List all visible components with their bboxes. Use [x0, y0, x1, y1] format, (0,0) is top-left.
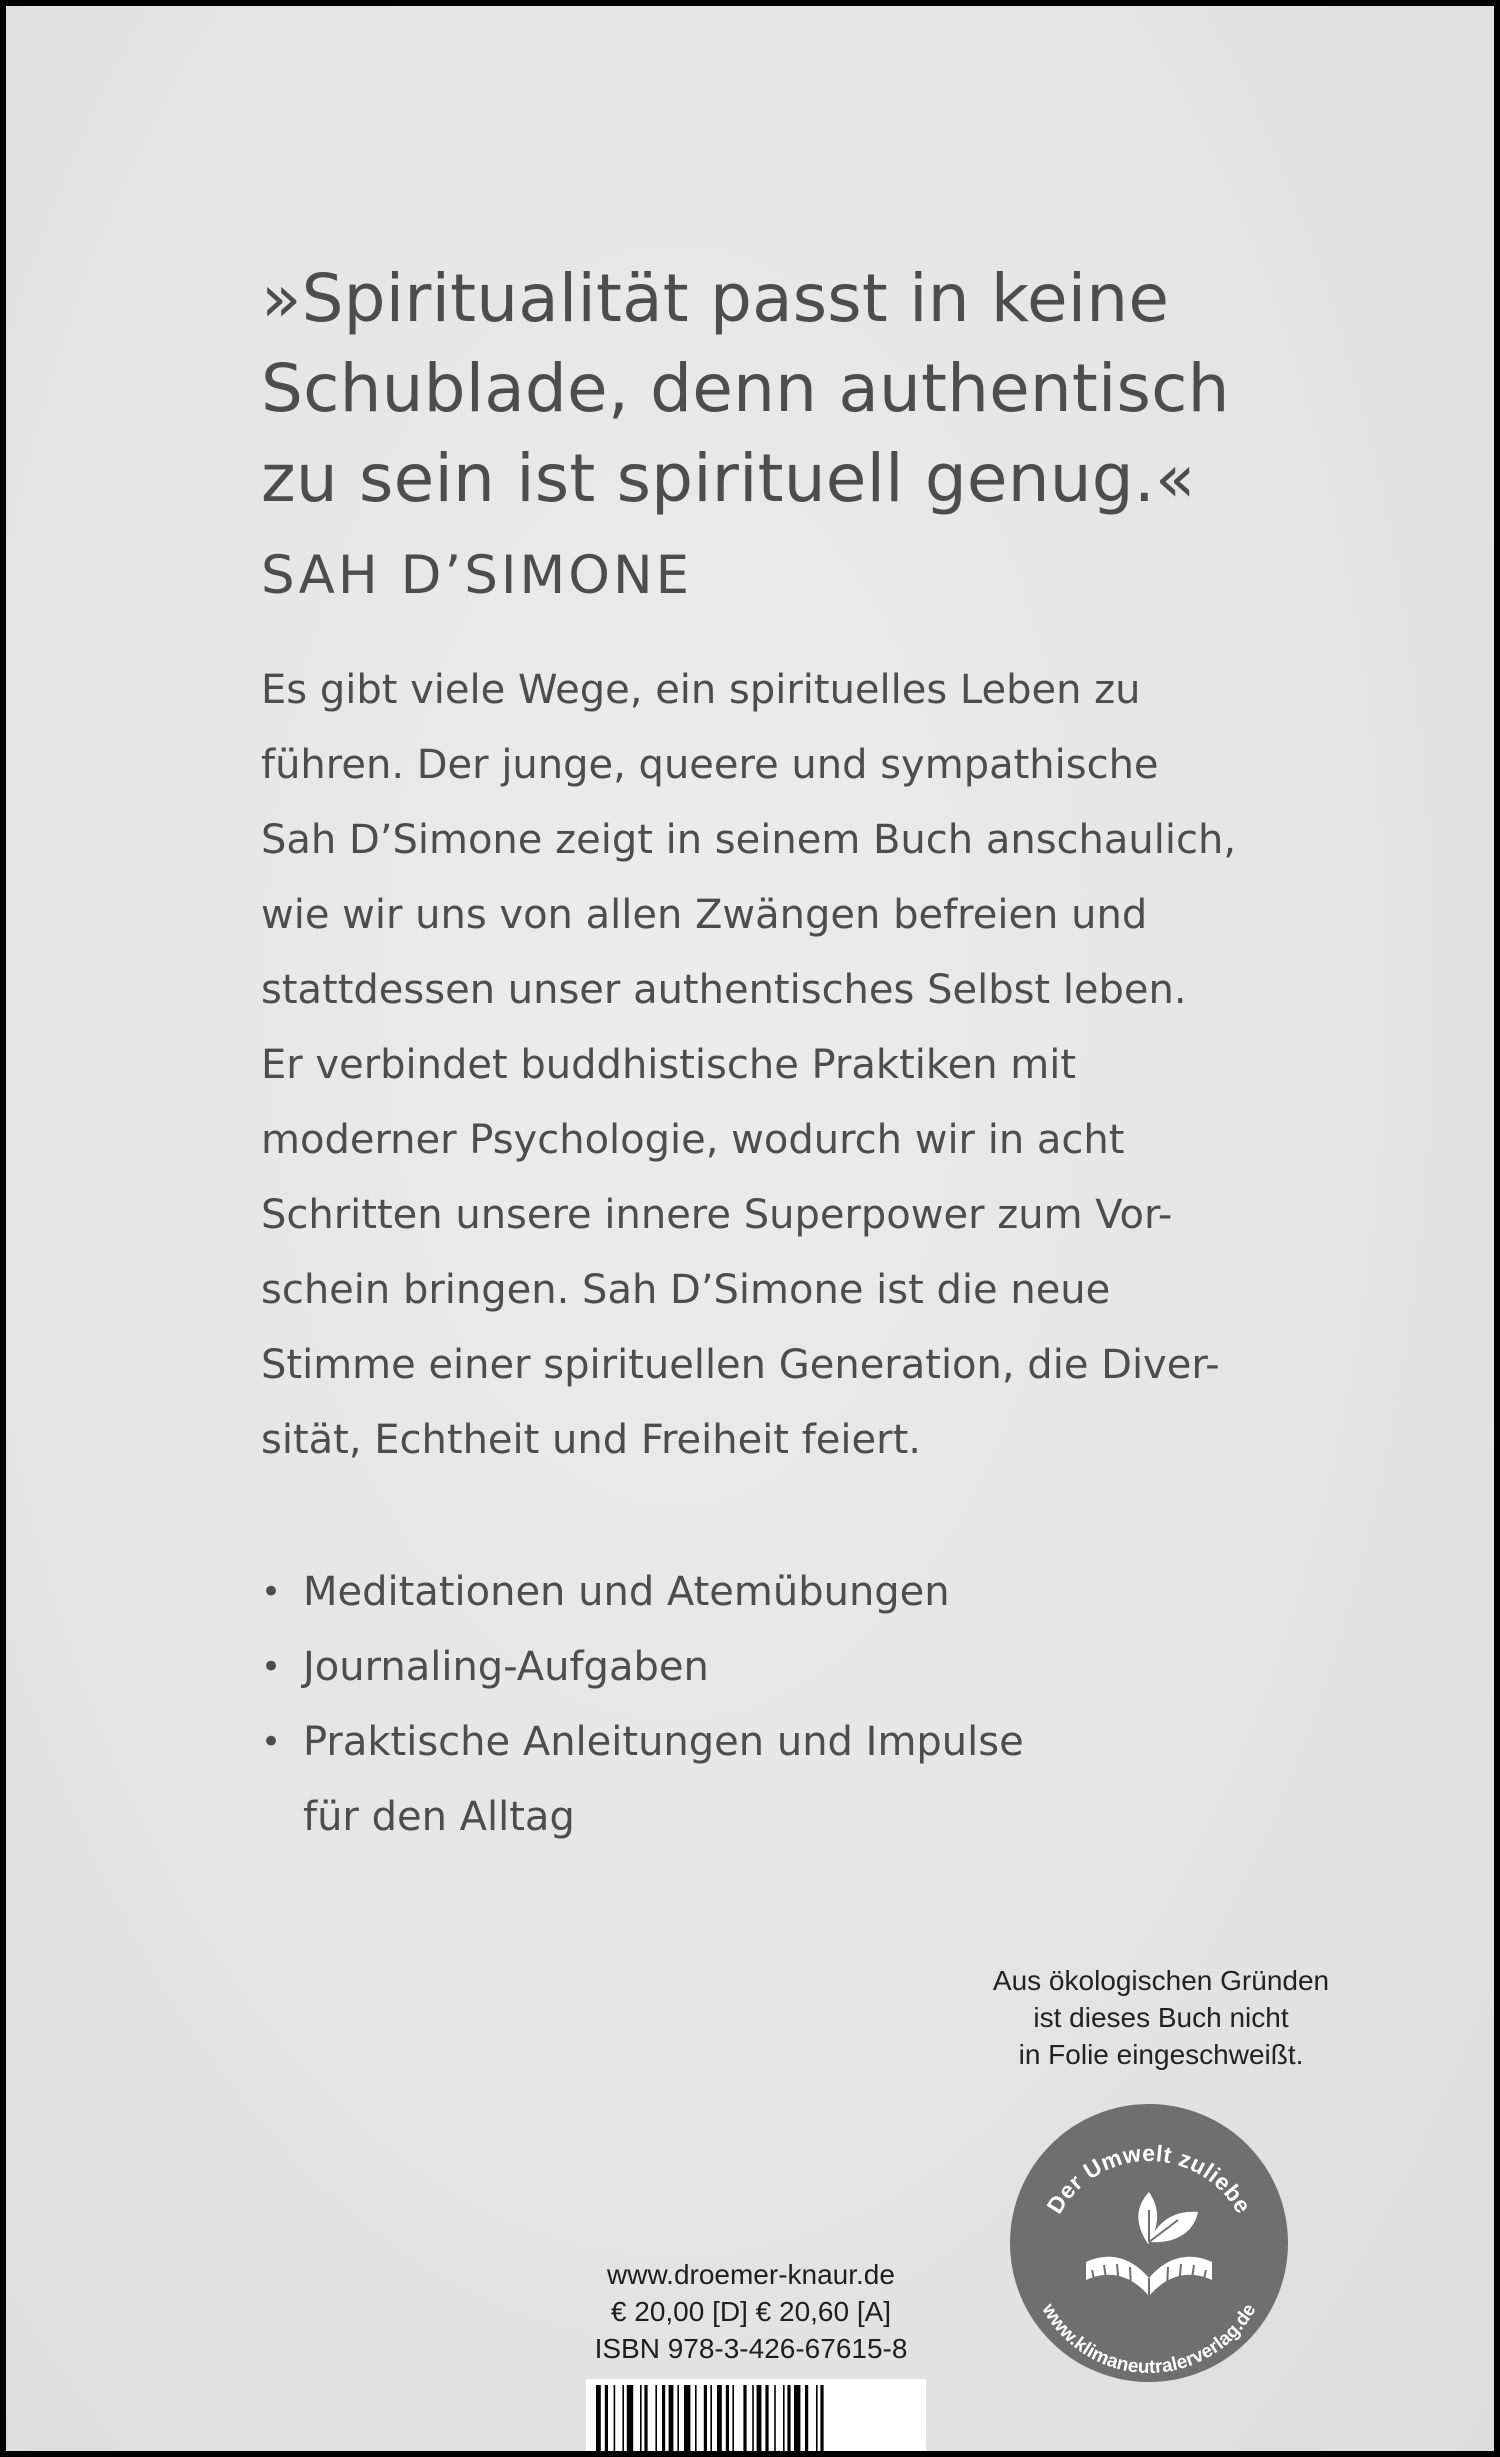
barcode-bar [669, 2385, 674, 2457]
barcode-bar [655, 2385, 657, 2457]
barcode-bar [805, 2385, 808, 2457]
quote-line: »Spiritualität passt in keine [261, 260, 1170, 337]
feature-line: Praktische Anleitungen und Impulse [303, 1719, 1024, 1765]
barcode-bar [820, 2385, 823, 2457]
barcode-bar [684, 2385, 690, 2457]
quote-line: zu sein ist spirituell genug.« [261, 440, 1196, 517]
barcode-bar [757, 2385, 762, 2457]
blurb-line: Er verbindet buddhistische Praktiken mit [261, 1042, 1077, 1088]
isbn-line: ISBN 978-3-426-67615-8 [594, 2333, 908, 2364]
barcode-bar [794, 2385, 800, 2457]
blurb-line: Es gibt viele Wege, ein spirituelles Leben zu [261, 667, 1141, 713]
feature-item [261, 1630, 1361, 1705]
barcode-bar [726, 2385, 729, 2457]
eco-note-line: Aus ökologischen Gründen [992, 1965, 1330, 1996]
barcode-bars [596, 2385, 824, 2457]
publisher-info [566, 2256, 936, 2367]
bullet-icon: • [261, 1647, 282, 1687]
barcode-bar [732, 2385, 734, 2457]
barcode-bar [704, 2385, 707, 2457]
feature-item [261, 1555, 1361, 1630]
feature-line: Meditationen und Atemübungen [303, 1569, 950, 1615]
blurb-line: Schritten unsere innere Superpower zum Vor- [261, 1192, 1173, 1238]
barcode-bar [695, 2385, 697, 2457]
blurb-line: Stimme einer spirituellen Generation, die Diver- [261, 1342, 1220, 1388]
barcode-bar [787, 2385, 790, 2457]
barcode-bar [752, 2385, 754, 2457]
blurb-line: moderner Psychologie, wodurch wir in acht [261, 1117, 1125, 1163]
barcode-bar [644, 2385, 647, 2457]
barcode-bar [765, 2385, 768, 2457]
blurb-line: führen. Der junge, queere und sympathische [261, 742, 1159, 788]
climate-neutral-badge [1008, 2102, 1290, 2384]
feature-item [261, 1705, 1361, 1855]
eco-note-line: ist dieses Buch nicht [1033, 2002, 1289, 2033]
barcode-bar [662, 2385, 665, 2457]
feature-line: für den Alltag [303, 1794, 575, 1840]
barcode-bar [717, 2385, 722, 2457]
blurb-line: wie wir uns von allen Zwängen befreien und [261, 892, 1148, 938]
quote-author: SAH D’SIMONE [261, 545, 693, 606]
blurb-line: sität, Echtheit und Freiheit feiert. [261, 1417, 921, 1463]
publisher-website: www.droemer-knaur.de [607, 2259, 895, 2290]
price-line: € 20,00 [D] € 20,60 [A] [610, 2296, 892, 2327]
badge-bottom-text: www.klimaneutralerverlag.de [1037, 2300, 1261, 2379]
barcode-bar [627, 2385, 633, 2457]
barcode-bar [596, 2385, 601, 2457]
blurb-text [261, 653, 1361, 1478]
barcode-bar [743, 2385, 746, 2457]
barcode-bar [710, 2385, 712, 2457]
bullet-icon: • [261, 1722, 282, 1762]
feature-line: Journaling-Aufgaben [303, 1644, 709, 1690]
barcode-bar [640, 2385, 642, 2457]
cover-quote [261, 254, 1361, 524]
blurb-line: stattdessen unser authentisches Selbst leben. [261, 967, 1187, 1013]
barcode [586, 2379, 926, 2457]
blurb-line: schein bringen. Sah D’Simone ist die neue [261, 1267, 1111, 1313]
barcode-bar [605, 2385, 608, 2457]
bullet-icon: • [261, 1572, 282, 1612]
barcode-bar [816, 2385, 818, 2457]
barcode-bar [774, 2385, 776, 2457]
badge-top-text: Der Umwelt zuliebe [1041, 2140, 1257, 2218]
eco-packaging-note [936, 1962, 1386, 2073]
quote-line: Schublade, denn authentisch [261, 350, 1230, 427]
barcode-bar [677, 2385, 679, 2457]
barcode-bar [622, 2385, 624, 2457]
eco-note-line: in Folie eingeschweißt. [1018, 2039, 1304, 2070]
feature-list [261, 1555, 1361, 1855]
barcode-bar [614, 2385, 616, 2457]
barcode-bar [783, 2385, 785, 2457]
blurb-line: Sah D’Simone zeigt in seinem Buch anschaulich, [261, 817, 1237, 863]
